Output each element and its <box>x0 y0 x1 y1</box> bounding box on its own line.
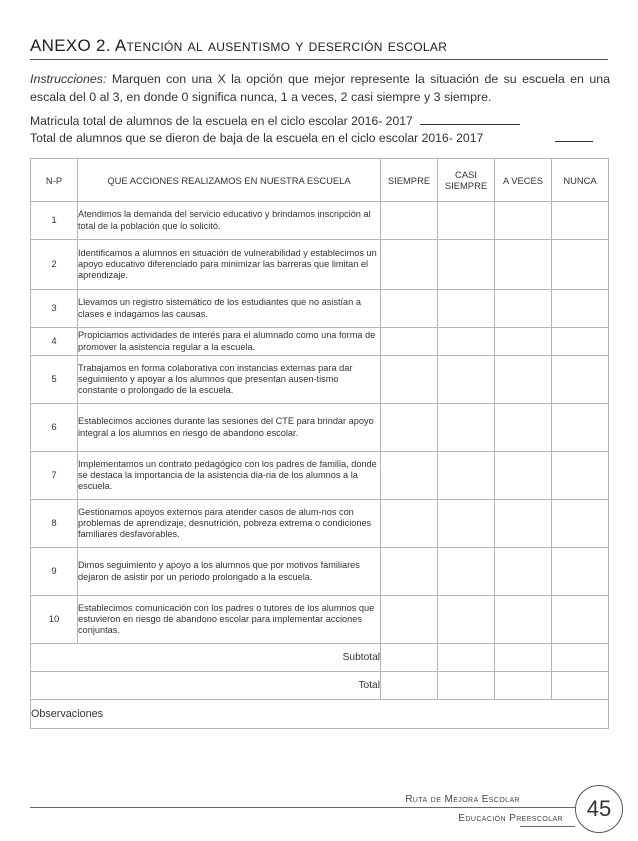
row-action-text: Identificamos a alumnos en situación de vulnerabilidad y establecimos un apoyo educativo diferenciado para minimizar las barreras que limitan el aprendizaje. <box>78 240 381 290</box>
siempre-check-cell[interactable] <box>381 356 438 404</box>
a-veces-check-cell[interactable] <box>495 290 552 328</box>
nunca-check-cell[interactable] <box>552 404 609 452</box>
row-action-text: Establecimos comunicación con los padres o tutores de los alumnos que estuvieron en riesgo de abandono escolar para implementar acciones conjuntas. <box>78 596 381 644</box>
row-number: 9 <box>31 548 78 596</box>
casi-siempre-check-cell[interactable] <box>438 404 495 452</box>
actions-table <box>30 158 609 729</box>
row-number: 5 <box>31 356 78 404</box>
subtotal-label: Subtotal <box>31 644 381 672</box>
subtotal-a-veces-cell[interactable] <box>495 644 552 672</box>
a-veces-check-cell[interactable] <box>495 452 552 500</box>
casi-siempre-check-cell[interactable] <box>438 356 495 404</box>
casi-siempre-check-cell[interactable] <box>438 596 495 644</box>
total-casi-siempre-cell[interactable] <box>438 672 495 700</box>
nunca-check-cell[interactable] <box>552 202 609 240</box>
subtotal-row <box>31 644 609 672</box>
row-number: 8 <box>31 500 78 548</box>
siempre-check-cell[interactable] <box>381 548 438 596</box>
row-action-text: Implementamos un contrato pedagógico con los padres de familia, donde se destaca la importancia de la asistencia dia-ria de los alumnos a la escuela. <box>78 452 381 500</box>
table-row <box>31 290 609 328</box>
a-veces-check-cell[interactable] <box>495 404 552 452</box>
table-header-row <box>31 159 609 202</box>
header-num: N-P <box>31 159 78 202</box>
nunca-check-cell[interactable] <box>552 452 609 500</box>
observations-label[interactable]: Observaciones <box>31 700 609 729</box>
instructions-label: Instrucciones: <box>30 72 107 86</box>
siempre-check-cell[interactable] <box>381 596 438 644</box>
casi-siempre-check-cell[interactable] <box>438 202 495 240</box>
nunca-check-cell[interactable] <box>552 240 609 290</box>
table-row <box>31 404 609 452</box>
subtotal-nunca-cell[interactable] <box>552 644 609 672</box>
casi-siempre-check-cell[interactable] <box>438 240 495 290</box>
siempre-check-cell[interactable] <box>381 452 438 500</box>
total-row <box>31 672 609 700</box>
siempre-check-cell[interactable] <box>381 404 438 452</box>
siempre-check-cell[interactable] <box>381 328 438 356</box>
total-siempre-cell[interactable] <box>381 672 438 700</box>
footer-divider-short <box>520 826 575 827</box>
a-veces-check-cell[interactable] <box>495 356 552 404</box>
casi-siempre-check-cell[interactable] <box>438 452 495 500</box>
row-action-text: Atendimos la demanda del servicio educativo y brindamos inscripción al total de la población que lo solicitó. <box>78 202 381 240</box>
table-row <box>31 356 609 404</box>
table-row <box>31 202 609 240</box>
row-number: 2 <box>31 240 78 290</box>
a-veces-check-cell[interactable] <box>495 500 552 548</box>
siempre-check-cell[interactable] <box>381 500 438 548</box>
row-number: 3 <box>31 290 78 328</box>
row-action-text: Trabajamos en forma colaborativa con instancias externas para dar seguimiento y apoyar a los alumnos que presentan ausen-tismo constante o prolongado de la escuela. <box>78 356 381 404</box>
enrollment-row <box>30 113 520 128</box>
row-action-text: Gestionamos apoyos externos para atender casos de alum-nos con problemas de aprendizaje, desnutrición, pobreza extrema o condiciones familiares desfavorables. <box>78 500 381 548</box>
footer-level: Educación Preescolar <box>458 813 563 824</box>
page-title: ANEXO 2. Atención al ausentismo y deserción escolar <box>30 36 608 60</box>
header-siempre: SIEMPRE <box>381 159 438 202</box>
a-veces-check-cell[interactable] <box>495 240 552 290</box>
nunca-check-cell[interactable] <box>552 500 609 548</box>
a-veces-check-cell[interactable] <box>495 328 552 356</box>
footer-divider <box>30 807 575 808</box>
a-veces-check-cell[interactable] <box>495 548 552 596</box>
header-nunca: NUNCA <box>552 159 609 202</box>
row-number: 1 <box>31 202 78 240</box>
nunca-check-cell[interactable] <box>552 356 609 404</box>
casi-siempre-check-cell[interactable] <box>438 548 495 596</box>
nunca-check-cell[interactable] <box>552 548 609 596</box>
row-number: 6 <box>31 404 78 452</box>
nunca-check-cell[interactable] <box>552 328 609 356</box>
siempre-check-cell[interactable] <box>381 290 438 328</box>
row-action-text: Establecimos acciones durante las sesiones del CTE para brindar apoyo integral a los alumnos en riesgo de abandono escolar. <box>78 404 381 452</box>
table-row <box>31 596 609 644</box>
header-actions: QUE ACCIONES REALIZAMOS EN NUESTRA ESCUELA <box>78 159 381 202</box>
total-a-veces-cell[interactable] <box>495 672 552 700</box>
table-row <box>31 548 609 596</box>
observations-row <box>31 700 609 729</box>
siempre-check-cell[interactable] <box>381 240 438 290</box>
total-nunca-cell[interactable] <box>552 672 609 700</box>
dropouts-label: Total de alumnos que se dieron de baja de la escuela en el ciclo escolar 2016- 2017 <box>30 131 484 145</box>
table-row <box>31 240 609 290</box>
row-number: 10 <box>31 596 78 644</box>
casi-siempre-check-cell[interactable] <box>438 290 495 328</box>
row-action-text: Propiciamos actividades de interés para el alumnado como una forma de promover la asistencia regular a la escuela. <box>78 328 381 356</box>
row-number: 4 <box>31 328 78 356</box>
row-action-text: Dimos seguimiento y apoyo a los alumnos que por motivos familiares dejaron de asistir por un periodo prolongado a la escuela. <box>78 548 381 596</box>
nunca-check-cell[interactable] <box>552 290 609 328</box>
header-casi-siempre: CASI SIEMPRE <box>438 159 495 202</box>
a-veces-check-cell[interactable] <box>495 202 552 240</box>
footer-program: Ruta de Mejora Escolar <box>405 794 520 805</box>
table-row <box>31 452 609 500</box>
casi-siempre-check-cell[interactable] <box>438 328 495 356</box>
total-label: Total <box>31 672 381 700</box>
instructions <box>30 70 610 106</box>
table-row <box>31 500 609 548</box>
dropouts-blank[interactable] <box>555 130 593 142</box>
header-a-veces: A VECES <box>495 159 552 202</box>
row-action-text: Llevamos un registro sistemático de los estudiantes que no asistían a clases e indagamos las causas. <box>78 290 381 328</box>
table-row <box>31 328 609 356</box>
subtotal-siempre-cell[interactable] <box>381 644 438 672</box>
casi-siempre-check-cell[interactable] <box>438 500 495 548</box>
subtotal-casi-siempre-cell[interactable] <box>438 644 495 672</box>
page-number: 45 <box>575 785 623 833</box>
row-number: 7 <box>31 452 78 500</box>
enrollment-blank[interactable] <box>420 113 520 125</box>
instructions-text: Marquen con una X la opción que mejor represente la situación de su escuela en una escala del 0 al 3, en donde 0 significa nunca, 1 a veces, 2 casi siempre y 3 siempre. <box>30 72 610 104</box>
dropouts-row <box>30 130 593 145</box>
siempre-check-cell[interactable] <box>381 202 438 240</box>
a-veces-check-cell[interactable] <box>495 596 552 644</box>
enrollment-label: Matricula total de alumnos de la escuela en el ciclo escolar 2016- 2017 <box>30 114 413 128</box>
nunca-check-cell[interactable] <box>552 596 609 644</box>
